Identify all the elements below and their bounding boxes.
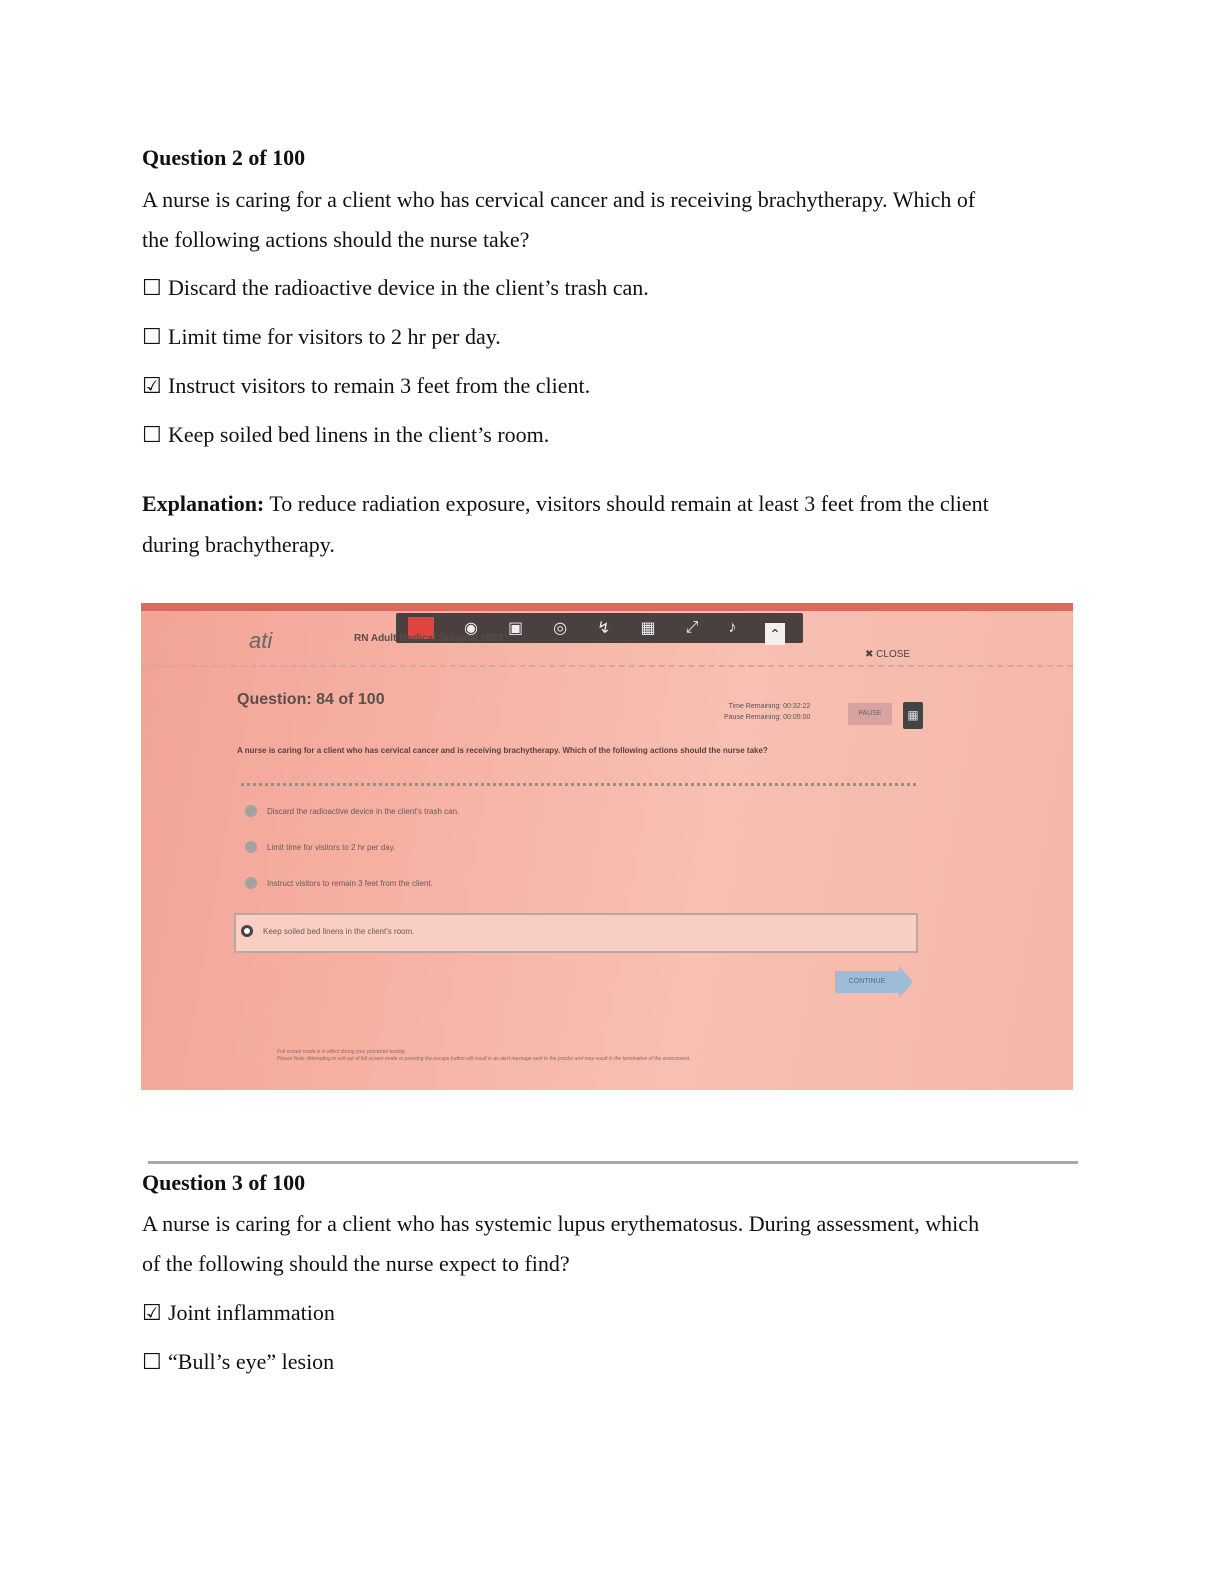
q2-option-1 [142, 275, 649, 301]
course-title: RN Adult Medical Surgical 2023 [354, 633, 504, 644]
close-label: CLOSE [876, 649, 911, 660]
timers [724, 701, 810, 723]
question-2-title: Question 2 of 100 [142, 145, 306, 170]
checkbox-unchecked-icon: ☐ [142, 422, 162, 447]
question-3-title: Question 3 of 100 [142, 1170, 306, 1195]
continue-arrow-icon [899, 966, 913, 998]
q2-option-4 [142, 422, 549, 448]
question-2-stem-line1: A nurse is caring for a client who has cervical cancer and is receiving brachytherapy. Which of [142, 187, 976, 212]
photo-option-3 [245, 877, 433, 889]
photo-question-number: Question: 84 of 100 [237, 691, 385, 708]
chevron-up-icon: ⌃ [765, 623, 785, 645]
close-icon: ✖ [865, 649, 874, 660]
photo-option-1-text: Discard the radioactive device in the client's trash can. [267, 806, 460, 816]
q2-explanation [142, 483, 1072, 565]
q3-option-1-text: Joint inflammation [168, 1300, 335, 1325]
photo-option-4-text: Keep soiled bed linens in the client's room. [263, 926, 415, 936]
photo-option-4 [241, 913, 414, 949]
continue-button: CONTINUE [835, 971, 899, 993]
explanation-label: Explanation: [142, 491, 265, 516]
q3-option-2-text: “Bull’s eye” lesion [168, 1349, 335, 1374]
time-remaining: Time Remaining: 00:32:22 [728, 703, 811, 710]
pause-button: PAUSE [848, 703, 892, 725]
footer-line2: Please Note: Attempting to exit out of full screen mode or pressing the escape button will result in an alert message sent to the proctor and may result in the termination of the assessment. [277, 1056, 691, 1062]
radio-selected-icon [241, 925, 253, 937]
dotted-divider [241, 783, 916, 786]
photo-question-stem: A nurse is caring for a client who has cervical cancer and is receiving brachytherapy. Which of the following actions should the nurse take? [237, 746, 768, 755]
share-icon: ↯ [597, 620, 611, 637]
ati-logo: ati [249, 628, 273, 653]
pause-remaining: Pause Remaining: 00:05:00 [724, 714, 811, 721]
explanation-line1: To reduce radiation exposure, visitors should remain at least 3 feet from the client [264, 491, 989, 516]
photo-option-3-text: Instruct visitors to remain 3 feet from the client. [267, 878, 433, 888]
checkbox-checked-icon: ☑ [142, 373, 162, 398]
q2-option-4-text: Keep soiled bed linens in the client’s room. [168, 422, 550, 447]
q2-option-2 [142, 324, 501, 350]
grid-icon: ▦ [640, 620, 656, 637]
photo-option-2 [245, 841, 395, 853]
photo-option-2-text: Limit time for visitors to 2 hr per day. [267, 842, 396, 852]
footer-line1: Full screen mode is in effect during your proctored testing. [277, 1049, 406, 1055]
question-3-stem-line1: A nurse is caring for a client who has systemic lupus erythematosus. During assessment, which [142, 1211, 980, 1236]
q2-option-1-text: Discard the radioactive device in the client’s trash can. [168, 275, 649, 300]
fullscreen-icon: ⤢ [685, 619, 699, 636]
q2-option-3 [142, 373, 590, 399]
question-3-stem-line2: of the following should the nurse expect to find? [142, 1251, 570, 1276]
eye-icon: ◉ [464, 620, 478, 637]
speaker-icon: ♪ [728, 619, 737, 636]
photo-option-1 [245, 805, 459, 817]
checkbox-unchecked-icon: ☐ [142, 275, 162, 300]
explanation-line2: during brachytherapy. [142, 532, 335, 557]
checkbox-unchecked-icon: ☐ [142, 1349, 162, 1374]
radio-icon [245, 805, 257, 817]
section-divider [148, 1161, 1078, 1164]
checkbox-unchecked-icon: ☐ [142, 324, 162, 349]
checkbox-checked-icon: ☑ [142, 1300, 162, 1325]
radio-icon [245, 841, 257, 853]
radio-icon [245, 877, 257, 889]
close-link [865, 649, 910, 660]
q2-option-3-text: Instruct visitors to remain 3 feet from the client. [168, 373, 591, 398]
question-3-stem [142, 1204, 1072, 1284]
photo-footer [277, 1049, 691, 1063]
cursor-icon: ◎ [553, 620, 568, 637]
q3-option-1 [142, 1300, 335, 1326]
q3-option-2 [142, 1349, 334, 1375]
photo-top-bar [141, 603, 1073, 611]
header-divider [141, 665, 1073, 667]
q2-option-2-text: Limit time for visitors to 2 hr per day. [168, 324, 501, 349]
lock-icon: ▣ [507, 620, 524, 637]
question-2-stem-line2: the following actions should the nurse take? [142, 227, 530, 252]
question-2-stem [142, 180, 1072, 260]
exam-screen-photo [141, 603, 1073, 1090]
calculator-icon: ▦ [903, 702, 923, 729]
